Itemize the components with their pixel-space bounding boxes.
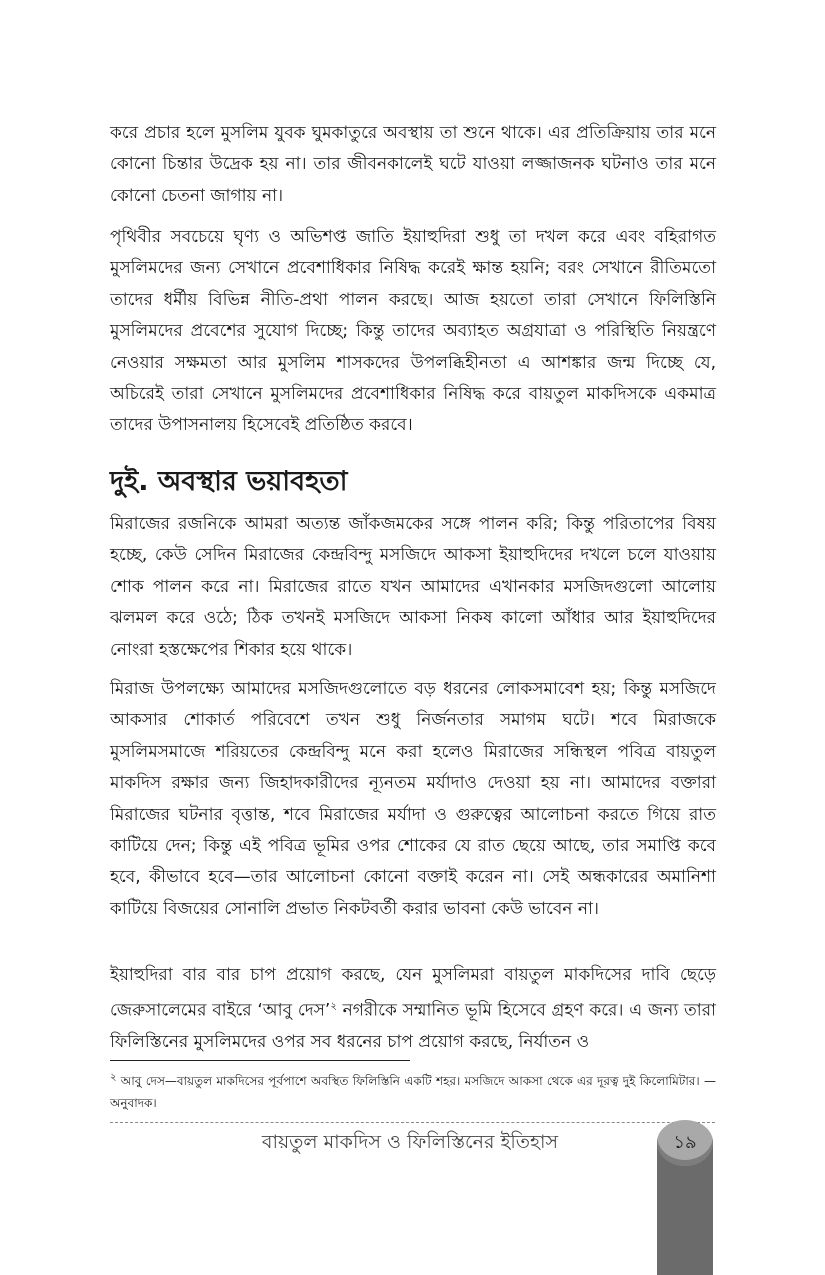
- paragraph-3: মিরাজের রজনিকে আমরা অত্যন্ত জাঁকজমকের সঙ্গে পালন করি; কিন্তু পরিতাপের বিষয় হচ্ছে, কেউ সেদিন মিরাজের কেন্দ্রবিন্দু মসজিদে আকসা ইয়াহুদিদের দখলে চলে যাওয়ায় শোক পালন করে না। মিরাজের রাতে যখন আমাদের এখানকার মসজিদগুলো আলোয় ঝলমল করে ওঠে; ঠিক তখনই মসজিদে আকসা নিকষ কালো আঁধার আর ইয়াহুদিদের নোংরা হস্তক্ষেপের শিকার হয়ে থাকে।: [110, 514, 716, 660]
- paragraph-2: পৃথিবীর সবচেয়ে ঘৃণ্য ও অভিশপ্ত জাতি ইয়াহুদিরা শুধু তা দখল করে এবং বহিরাগত মুসলিমদের জন্য সেখানে প্রবেশাধিকার নিষিদ্ধ করেই ক্ষান্ত হয়নি; বরং সেখানে রীতিমতো তাদের ধর্মীয় বিভিন্ন নীতি-প্রথা পালন করছে। আজ হয়তো তারা সেখানে ফিলিস্তিনি মুসলিমদের প্রবেশের সুযোগ দিচ্ছে; কিন্তু তাদের অব্যাহত অগ্রযাত্রা ও পরিস্থিতি নিয়ন্ত্রণে নেওয়ার সক্ষমতা আর মুসলিম শাসকদের উপলব্ধিহীনতা এ আশঙ্কার জন্ম দিচ্ছে যে, অচিরেই তারা সেখানে মুসলিমদের প্রবেশাধিকার নিষিদ্ধ করে বায়তুল মাকদিসকে একমাত্র তাদের উপাসনালয় হিসেবেই প্রতিষ্ঠিত করবে।: [110, 227, 716, 436]
- footnote: [110, 1067, 716, 1114]
- paragraph-5: [110, 960, 716, 1059]
- footnote-reference[interactable]: ২: [330, 1001, 337, 1013]
- running-title: বায়তুল মাকদিস ও ফিলিস্তিনের ইতিহাস: [261, 1131, 559, 1153]
- footnote-divider: [110, 1060, 410, 1061]
- paragraph-5-text-end: নগরীকে সম্মানিত ভূমি হিসেবে গ্রহণ করে। এ জন্য তারা ফিলিস্তিনের মুসলিমদের ওপর সব ধরনের চাপ প্রয়োগ করছে, নির্যাতন ও: [110, 1001, 716, 1053]
- section-heading: দুই. অবস্থার ভয়াবহতা: [110, 466, 348, 497]
- page-number-badge: ১৯: [657, 1120, 713, 1166]
- paragraph-5-text-start: ইয়াহুদিরা বার বার চাপ প্রয়োগ করছে, যেন মুসলিমরা বায়তুল মাকদিসের দাবি ছেড়ে জেরুসালেমের বাইরে ‘আবু দেস’: [110, 965, 716, 1022]
- paragraph-4: মিরাজ উপলক্ষ্যে আমাদের মসজিদগুলোতে বড় ধরনের লোকসমাবেশ হয়; কিন্তু মসজিদে আকসার শোকার্ত পরিবেশে তখন শুধু নির্জনতার সমাগম ঘটে। শবে মিরাজকে মুসলিমসমাজে শরিয়তের কেন্দ্রবিন্দু মনে করা হলেও মিরাজের সন্ধিস্থল পবিত্র বায়তুল মাকদিস রক্ষার জন্য জিহাদকারীদের ন্যূনতম মর্যাদাও দেওয়া হয় না। আমাদের বক্তারা মিরাজের ঘটনার বৃত্তান্ত, শবে মিরাজের মর্যাদা ও গুরুত্বের আলোচনা করতে গিয়ে রাত কাটিয়ে দেন; কিন্তু এই পবিত্র ভূমির ওপর শোকের যে রাত ছেয়ে আছে, তার সমাপ্তি কবে হবে, কীভাবে হবে—তার আলোচনা কোনো বক্তাই করেন না। সেই অন্ধকারের অমানিশা কাটিয়ে বিজয়ের সোনালি প্রভাত নিকটবর্তী করার ভাবনা কেউ ভাবেন না।: [110, 679, 716, 919]
- paragraph-1: করে প্রচার হলে মুসলিম যুবক ঘুমকাতুরে অবস্থায় তা শুনে থাকে। এর প্রতিক্রিয়ায় তার মনে কোনো চিন্তার উদ্রেক হয় না। তার জীবনকালেই ঘটে যাওয়া লজ্জাজনক ঘটনাও তার মনে কোনো চেতনা জাগায় না।: [110, 123, 716, 206]
- footer-dashed-divider: [110, 1122, 715, 1123]
- footnote-text: আবু দেস—বায়তুল মাকদিসের পূর্বপাশে অবস্থিত ফিলিস্তিনি একটি শহর। মসজিদে আকসা থেকে এর দূরত্ব দুই কিলোমিটার। — অনুবাদক।: [110, 1074, 716, 1110]
- footnote-marker: ২: [110, 1072, 117, 1083]
